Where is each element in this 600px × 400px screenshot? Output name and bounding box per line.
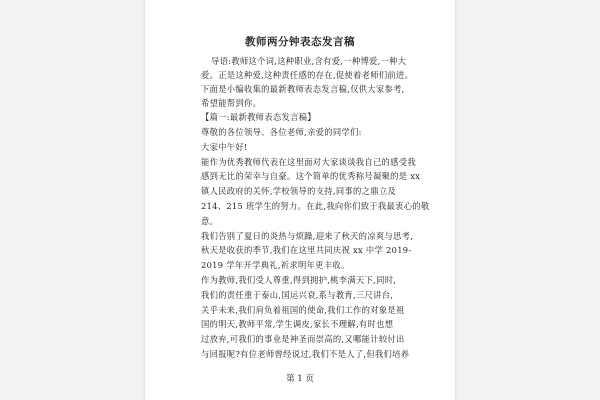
body-line: 214、215 班学生的努力。在此,我向你们致于我最衷心的敬 [201,201,430,211]
body-line: 意。 [201,216,219,226]
body-line: 大家中午好! [201,142,248,152]
body-line: 国的明天,教师平常,学生调皮,家长不理解,有时也想 [201,319,394,329]
body-line: 能作为优秀教师代表在这里面对大家谈谈我自己的感受我 [201,157,416,167]
section-heading: 【篇一:最新教师表态发言稿】 [201,112,316,122]
body-line: 2019 学年开学典礼,祈求明年更丰收。 [201,260,350,270]
body-line: 过放弃,可我们的事业是神圣而崇高的,又哪能计较付出 [201,334,405,344]
body-line: 下面是小编收集的最新教师表态发言稿,仅供大家参考, [201,84,405,94]
document-page [145,0,455,400]
page-number: 第 1 页 [286,374,314,384]
body-line: 尊敬的各位领导、各位老师,亲爱的同学们: [201,127,362,137]
body-line: 爱。正是这种爱,这种责任感的存在,促使着老师们前进。 [201,70,414,80]
body-line: 希望能帮到你。 [201,98,262,108]
body-line: 感到无比的荣幸与自豪。这个简单的优秀称号凝聚的是 xx [201,171,421,181]
body-line: 与回报呢?有位老师曾经说过,我们不是人了,但我们培养 [201,349,410,359]
body-line: 我们的责任重于泰山,国运兴衰,系与教育,三尺讲台, [201,290,394,300]
body-line: 镇人民政府的关怀,学校领导的支持,同事的之鼎立及 [201,186,397,196]
body-line: 秋天是收获的季节,我们在这里共同庆祝 xx 中学 2019- [201,245,412,255]
body-line: 我们告别了夏日的炎热与烦躁,迎来了秋天的凉爽与思考, [201,231,414,241]
document-title: 教师两分钟表态发言稿 [245,36,355,48]
body-line: 导语:教师这个词,这种职业,含有爱,一种博爱,一种大 [211,56,407,66]
body-line: 关乎未来,我们肩负着祖国的使命,我们工作的对象是祖 [201,305,405,315]
body-line: 作为教师,我们受人尊重,得到拥护,桃李满天下,同时, [201,275,397,285]
